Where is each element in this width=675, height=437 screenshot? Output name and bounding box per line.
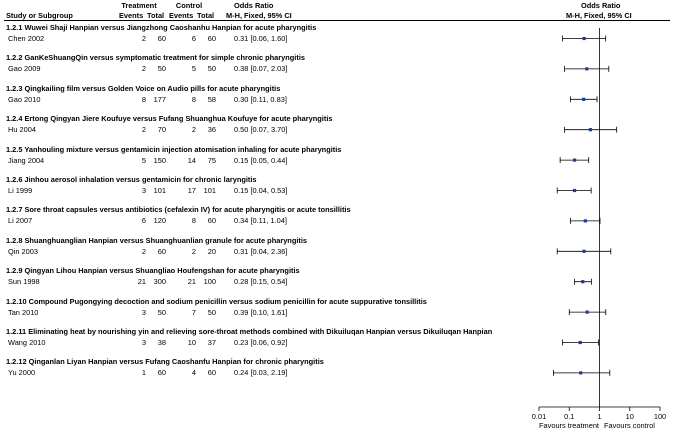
events-control: 4 (191, 368, 196, 378)
subgroup-title: 1.2.8 Shuanghuanglian Hanpian versus Shuanghuanlian granule for acute pharyngitis (6, 235, 308, 245)
study-name: Wang 2010 (8, 338, 46, 347)
events-treatment: 6 (141, 216, 146, 226)
odds-ratio-ci: 0.23 [0.06, 0.92] (234, 338, 288, 347)
events-control: 2 (191, 246, 196, 256)
point-estimate (581, 280, 584, 283)
total-control: 20 (207, 246, 216, 256)
events-treatment: 1 (141, 368, 146, 378)
events-control: 8 (191, 216, 196, 226)
events-treatment: 3 (141, 338, 146, 347)
point-estimate (579, 341, 582, 344)
odds-ratio-ci: 0.30 [0.11, 0.83] (234, 94, 287, 104)
subgroup-title: 1.2.9 Qingyan Lihou Hanpian versus Shuangliao Houfengshan for acute pharyngitis (6, 266, 300, 276)
odds-ratio-ci: 0.28 [0.15, 0.54] (234, 277, 288, 287)
study-name: Tan 2010 (8, 307, 39, 317)
total-control: 37 (207, 338, 216, 347)
x-tick-label: 0.1 (564, 412, 575, 421)
odds-ratio-ci: 0.24 [0.03, 2.19] (234, 368, 288, 378)
treatment-group-header: Treatment (121, 1, 157, 10)
total-control: 36 (207, 125, 216, 135)
point-estimate (585, 67, 588, 70)
odds-ratio-header-left: Odds Ratio (234, 1, 274, 10)
point-estimate (589, 128, 592, 131)
point-estimate (583, 250, 586, 253)
total-treatment: 101 (153, 186, 166, 195)
point-estimate (582, 98, 585, 101)
total-treatment: 50 (157, 64, 166, 74)
study-name: Gao 2010 (8, 94, 41, 104)
subgroup-title: 1.2.1 Wuwei Shaji Hanpian versus Jiangzhong Caoshanhu Hanpian for acute pharyngitis (6, 23, 317, 32)
events-treatment: 2 (141, 64, 146, 74)
x-tick-label: 1 (597, 412, 602, 421)
control-group-header: Control (175, 1, 203, 10)
study-name: Gao 2009 (8, 64, 41, 74)
total-control: 50 (207, 64, 216, 74)
odds-ratio-ci: 0.15 [0.05, 0.44] (234, 155, 288, 165)
events-control: 8 (191, 94, 196, 104)
events-treatment: 21 (137, 277, 146, 287)
events-control: 17 (187, 186, 196, 195)
total-control: 75 (207, 155, 216, 165)
subgroup-title: 1.2.12 Qinganlan Liyan Hanpian versus Fufang Caoshanfu Hanpian for chronic pharyngitis (6, 357, 324, 367)
total-treatment: 60 (157, 34, 166, 43)
total-treatment: 120 (153, 216, 166, 226)
events-treatment-header: Events (119, 11, 144, 20)
study-name: Sun 1998 (8, 277, 40, 287)
odds-ratio-ci: 0.15 [0.04, 0.53] (234, 186, 288, 195)
odds-ratio-ci: 0.31 [0.06, 1.60] (234, 34, 288, 43)
study-name: Li 1999 (8, 186, 33, 195)
subgroup-title: 1.2.4 Ertong Qingyan Jiere Koufuye versus Fufang Shuanghua Koufuye for acute pharyngitis (6, 114, 333, 124)
x-tick-label: 0.01 (531, 412, 547, 421)
study-name: Qin 2003 (8, 246, 38, 256)
total-treatment: 70 (157, 125, 166, 135)
events-treatment: 3 (141, 307, 146, 317)
events-treatment: 5 (141, 155, 146, 165)
study-name: Li 2007 (8, 216, 33, 226)
total-control: 50 (207, 307, 216, 317)
point-estimate (579, 371, 582, 374)
favours-treatment-label: Favours treatment (539, 421, 599, 430)
total-control: 60 (207, 34, 216, 43)
total-control-header: Total (197, 11, 215, 20)
total-treatment: 50 (157, 307, 166, 317)
subgroup-title: 1.2.11 Eliminating heat by nourishing yin and relieving sore-throat methods combined with Dikuiluqan Hanpian versus Dikuiluqan Hanpian (6, 327, 493, 336)
total-control: 60 (207, 368, 216, 378)
odds-ratio-ci: 0.50 [0.07, 3.70] (234, 125, 288, 135)
total-control: 101 (203, 186, 216, 195)
total-treatment-header: Total (147, 11, 165, 20)
x-tick-label: 10 (625, 412, 634, 421)
events-control: 14 (187, 155, 196, 165)
events-treatment: 8 (141, 94, 146, 104)
study-name: Hu 2004 (8, 125, 36, 135)
events-control: 5 (191, 64, 196, 74)
point-estimate (573, 159, 576, 162)
subgroup-title: 1.2.2 GanKeShuangQin versus symptomatic treatment for simple chronic pharyngitis (6, 53, 305, 63)
odds-ratio-header-right: Odds Ratio (581, 1, 621, 10)
point-estimate (586, 311, 589, 314)
events-control: 6 (191, 34, 196, 43)
method-header-right: M-H, Fixed, 95% CI (566, 11, 632, 20)
events-control: 2 (191, 125, 196, 135)
x-tick-label: 100 (653, 412, 667, 421)
events-treatment: 2 (141, 125, 146, 135)
total-treatment: 177 (153, 94, 166, 104)
total-treatment: 60 (157, 246, 166, 256)
odds-ratio-ci: 0.39 [0.10, 1.61] (234, 307, 288, 317)
point-estimate (583, 37, 586, 40)
subgroup-title: 1.2.7 Sore throat capsules versus antibiotics (cefalexin IV) for acute pharyngitis or acute tonsillitis (6, 205, 351, 215)
study-name: Yu 2000 (8, 368, 36, 378)
study-name: Chen 2002 (8, 34, 45, 43)
subgroup-title: 1.2.3 Qingkailing film versus Golden Voice on Audio pills for acute pharyngitis (6, 83, 281, 93)
events-control: 7 (191, 307, 196, 317)
study-column-header: Study or Subgroup (6, 11, 73, 20)
subgroup-title: 1.2.5 Yanhouling mixture versus gentamicin injection atomisation inhaling for acute pharyngitis (6, 144, 342, 154)
events-treatment: 3 (141, 186, 146, 195)
study-name: Jiang 2004 (8, 155, 45, 165)
point-estimate (573, 189, 576, 192)
subgroup-title: 1.2.6 Jinhou aerosol inhalation versus gentamicin for chronic laryngitis (6, 175, 257, 184)
events-control-header: Events (169, 11, 194, 20)
total-treatment: 38 (157, 338, 166, 347)
total-control: 100 (203, 277, 216, 287)
odds-ratio-ci: 0.38 [0.07, 2.03] (234, 64, 288, 74)
total-control: 60 (207, 216, 216, 226)
method-header-left: M-H, Fixed, 95% CI (226, 11, 292, 20)
subgroup-title: 1.2.10 Compound Pugongying decoction and sodium penicillin versus sodium penicillin for acute suppurative tonsillitis (6, 296, 427, 306)
odds-ratio-ci: 0.34 [0.11, 1.04] (234, 216, 287, 226)
total-treatment: 300 (153, 277, 166, 287)
total-control: 58 (207, 94, 216, 104)
total-treatment: 60 (157, 368, 166, 378)
events-control: 10 (187, 338, 196, 347)
events-treatment: 2 (141, 246, 146, 256)
point-estimate (584, 219, 587, 222)
total-treatment: 150 (153, 155, 166, 165)
events-control: 21 (187, 277, 196, 287)
events-treatment: 2 (141, 34, 146, 43)
favours-control-label: Favours control (604, 421, 655, 430)
odds-ratio-ci: 0.31 [0.04, 2.36] (234, 246, 288, 256)
